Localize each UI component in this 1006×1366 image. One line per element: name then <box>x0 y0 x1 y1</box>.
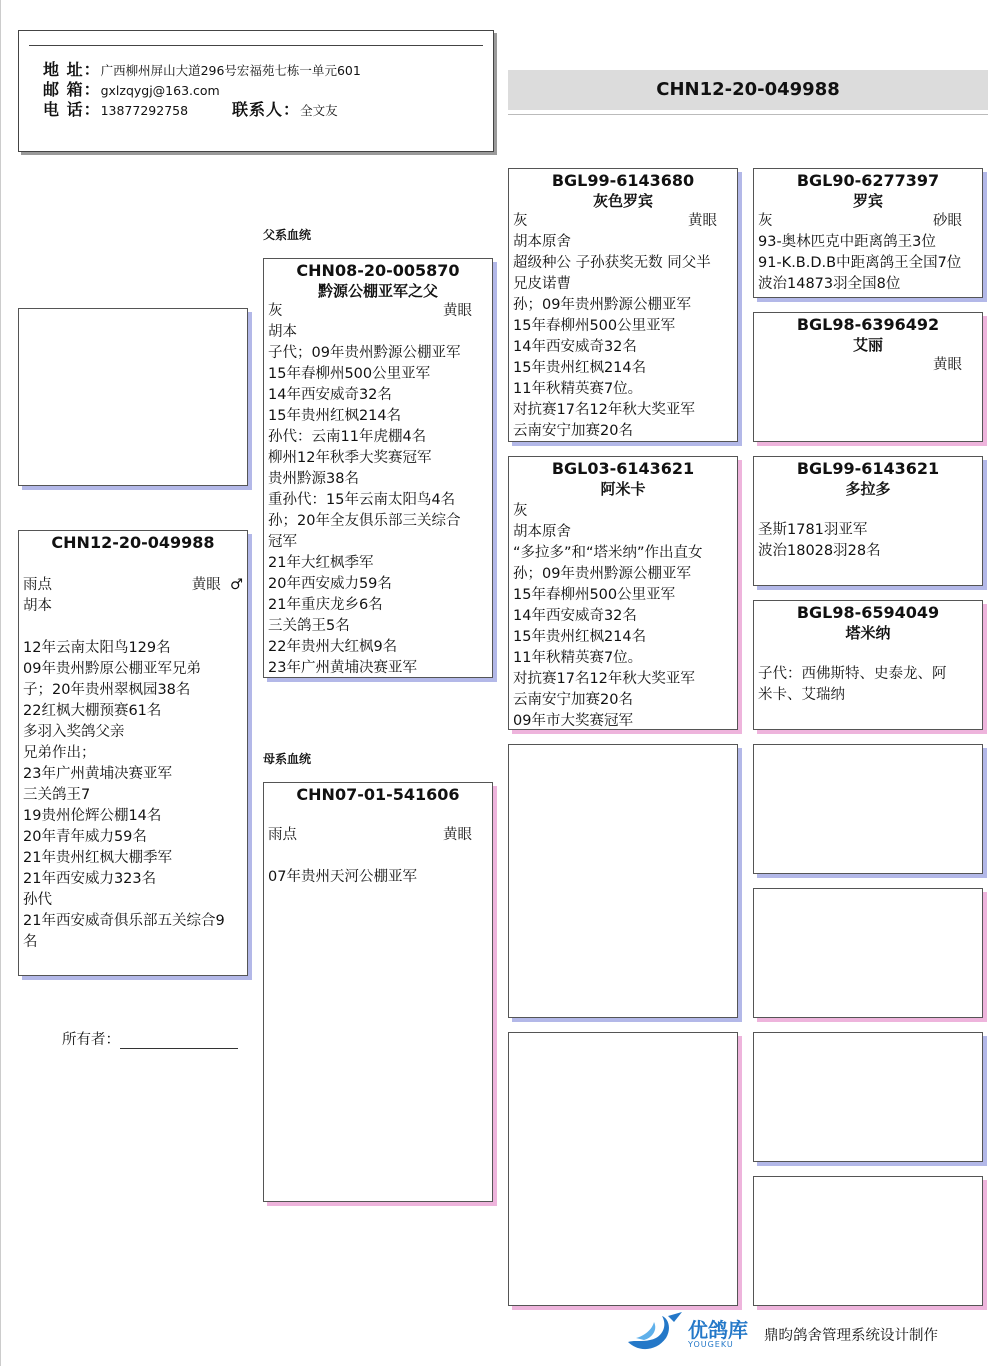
note-line: 米卡、艾瑞纳 <box>758 687 845 703</box>
contact-top-rule <box>29 45 483 46</box>
note-line: 11年秋精英赛7位。 <box>513 381 643 397</box>
title-rule <box>508 114 988 115</box>
sss-color-row <box>754 211 982 232</box>
note-line: 22红枫大棚预赛61名 <box>23 703 162 719</box>
note-line: 胡本 <box>23 598 52 614</box>
note-line: 12年云南太阳鸟129名 <box>23 640 171 656</box>
footer-logo <box>622 1312 938 1356</box>
sd-name: 阿米卡 <box>600 480 646 498</box>
note-line: 21年贵州红枫大棚季军 <box>23 850 172 866</box>
note-line: 15年贵州红枫214名 <box>513 629 647 645</box>
wave-logo-icon <box>622 1312 684 1356</box>
note-line: “多拉多”和“塔米纳”作出直女 <box>513 545 703 561</box>
owner-label: 所有者： <box>62 1032 120 1048</box>
dam-notes <box>264 846 492 888</box>
owner-field <box>62 1028 238 1049</box>
subject-color: 雨点 <box>23 577 52 593</box>
sd-notes <box>509 522 737 730</box>
note-line: 15年贵州红枫214名 <box>513 360 647 376</box>
note-line: 22年贵州大红枫9名 <box>268 639 398 655</box>
ssd-eye: 黄眼 <box>933 357 962 373</box>
note-line: 兄皮诺曹 <box>513 276 571 292</box>
note-line: 胡本 <box>268 324 297 340</box>
note-line: 三关鸽王7 <box>23 787 91 803</box>
ssd-color-row <box>754 355 982 376</box>
sss-eye: 砂眼 <box>933 213 962 229</box>
ssd-card <box>753 312 983 442</box>
note-line: 孙代：云南11年虎棚4名 <box>268 429 427 445</box>
note-line: 云南安宁加赛20名 <box>513 692 633 708</box>
brand-name: 优鸽库 <box>688 1317 748 1342</box>
sd-ring: BGL03-6143621 <box>551 459 695 478</box>
owner-underline <box>120 1034 238 1049</box>
phone-label: 电 话： <box>43 100 101 119</box>
pedigree-title: CHN12-20-049988 <box>508 70 988 110</box>
dsd-card-empty <box>753 888 983 1018</box>
ss-name: 灰色罗宾 <box>592 192 653 210</box>
note-line: 子代；09年贵州黔源公棚亚军 <box>268 345 461 361</box>
sire-section-label: 父系血统 <box>263 228 312 242</box>
dam-color-row <box>264 825 492 846</box>
contact-person-label: 联系人： <box>232 100 301 119</box>
note-line: 云南安宁加赛20名 <box>513 423 633 439</box>
sire-ring: CHN08-20-005870 <box>296 261 460 280</box>
sire-name: 黔源公棚亚军之父 <box>317 282 438 300</box>
dss-card-empty <box>753 744 983 874</box>
sds-card <box>753 456 983 586</box>
note-line: 波治14873羽全国8位 <box>758 276 901 292</box>
dds-card-empty <box>753 1032 983 1162</box>
subject-card <box>18 530 248 976</box>
note-line: 冠军 <box>268 534 297 550</box>
contact-box <box>18 30 494 152</box>
dd-card-empty <box>508 1032 738 1306</box>
note-line: 23年广州黄埔决赛亚军 <box>23 766 172 782</box>
note-line: 对抗赛17名12年秋大奖亚军 <box>513 402 695 418</box>
sire-card <box>263 258 493 678</box>
dam-section-label: 母系血统 <box>263 752 312 766</box>
note-line: 名 <box>23 934 38 950</box>
note-line: 胡本原舍 <box>513 524 571 540</box>
sd-card <box>508 456 738 730</box>
ddd-card-empty <box>753 1176 983 1306</box>
note-line <box>23 617 243 638</box>
ss-color: 灰 <box>513 213 528 229</box>
sss-name: 罗宾 <box>852 192 883 210</box>
email-value: gxlzqygj@163.com <box>100 83 220 98</box>
note-line: 21年西安威奇俱乐部五关综合9 <box>23 913 225 929</box>
phone-row <box>43 97 338 120</box>
note-line: 09年市大奖赛冠军 <box>513 713 633 729</box>
brand-sub: YOUGEKU <box>688 1339 734 1349</box>
footer-tagline: 鼎昀鸽舍管理系统设计制作 <box>764 1327 938 1344</box>
note-line: 15年春柳州500公里亚军 <box>513 587 676 603</box>
note-line: 14年西安威奇32名 <box>513 608 637 624</box>
note-line: 20年西安威力59名 <box>268 576 392 592</box>
dam-color: 雨点 <box>268 827 297 843</box>
sdd-card <box>753 600 983 730</box>
note-line: 超级种公 子孙获奖无数 同父半 <box>513 255 711 271</box>
note-line: 重孙代：15年云南太阳鸟4名 <box>268 492 456 508</box>
note-line: 15年贵州红枫214名 <box>268 408 402 424</box>
note-line: 93-奥林匹克中距离鸽王3位 <box>758 234 936 250</box>
note-line: 子；20年贵州翠枫园38名 <box>23 682 191 698</box>
photo-box <box>18 308 248 486</box>
note-line: 三关鸽王5名 <box>268 618 350 634</box>
note-line: 11年秋精英赛7位。 <box>513 650 643 666</box>
sds-name: 多拉多 <box>845 480 891 498</box>
note-line: 14年西安威奇32名 <box>268 387 392 403</box>
note-line <box>268 846 488 867</box>
note-line: 21年重庆龙乡6名 <box>268 597 383 613</box>
note-line: 21年大红枫季军 <box>268 555 374 571</box>
note-line: 孙；09年贵州黔源公棚亚军 <box>513 566 691 582</box>
subject-eye: 黄眼 <box>191 577 221 593</box>
note-line: 23年广州黄埔决赛亚军 <box>268 660 417 676</box>
sds-ring: BGL99-6143621 <box>796 459 940 478</box>
note-line: 21年西安威力323名 <box>23 871 157 887</box>
email-label: 邮 箱： <box>43 80 101 99</box>
dam-ring: CHN07-01-541606 <box>296 785 460 804</box>
note-line: 兄弟作出； <box>23 745 96 761</box>
ssd-name: 艾丽 <box>852 336 883 354</box>
note-line: 子代：西佛斯特、史泰龙、阿 <box>758 666 947 682</box>
note-line: 19贵州伦辉公棚14名 <box>23 808 162 824</box>
subject-ring: CHN12-20-049988 <box>51 533 215 552</box>
sdd-name: 塔米纳 <box>845 624 891 642</box>
sss-card <box>753 168 983 298</box>
sdd-ring: BGL98-6594049 <box>796 603 940 622</box>
male-icon: ♂ <box>230 577 243 593</box>
sire-color-row <box>264 301 492 322</box>
address-label: 地 址： <box>43 60 101 79</box>
note-line: 波治18028羽28名 <box>758 543 881 559</box>
contact-person-value: 全文友 <box>300 103 338 118</box>
dam-card <box>263 782 493 1202</box>
sd-color-row <box>509 501 737 522</box>
note-line: 91-K.B.D.B中距离鸽王全国7位 <box>758 255 962 271</box>
phone-value: 13877292758 <box>100 103 189 118</box>
ss-card <box>508 168 738 442</box>
ss-color-row <box>509 211 737 232</box>
note-line: 对抗赛17名12年秋大奖亚军 <box>513 671 695 687</box>
ss-notes <box>509 232 737 442</box>
note-line: 15年春柳州500公里亚军 <box>268 366 431 382</box>
sss-notes <box>754 232 982 295</box>
sire-color: 灰 <box>268 303 283 319</box>
sss-color: 灰 <box>758 213 773 229</box>
ss-eye: 黄眼 <box>688 213 717 229</box>
note-line: 孙；09年贵州黔源公棚亚军 <box>513 297 691 313</box>
note-line: 多羽入奖鸽父亲 <box>23 724 125 740</box>
note-line: 14年西安威奇32名 <box>513 339 637 355</box>
note-line <box>758 643 978 664</box>
note-line: 柳州12年秋季大奖赛冠军 <box>268 450 432 466</box>
dam-eye: 黄眼 <box>443 827 472 843</box>
sire-eye: 黄眼 <box>443 303 472 319</box>
note-line <box>758 499 978 520</box>
address-value: 广西柳州屏山大道296号宏福苑七栋一单元601 <box>100 63 361 78</box>
note-line: 孙代 <box>23 892 52 908</box>
ds-card-empty <box>508 744 738 1018</box>
sss-ring: BGL90-6277397 <box>796 171 940 190</box>
ssd-ring: BGL98-6396492 <box>796 315 940 334</box>
note-line: 圣斯1781羽亚军 <box>758 522 868 538</box>
note-line: 20年青年威力59名 <box>23 829 147 845</box>
note-line: 07年贵州天河公棚亚军 <box>268 869 417 885</box>
note-line: 贵州黔源38名 <box>268 471 359 487</box>
note-line: 09年贵州黔原公棚亚军兄弟 <box>23 661 201 677</box>
sds-notes <box>754 499 982 562</box>
note-line: 孙；20年全友俱乐部三关综合 <box>268 513 461 529</box>
sd-color: 灰 <box>513 503 528 519</box>
ss-ring: BGL99-6143680 <box>551 171 695 190</box>
page-left-edge <box>0 0 1 1366</box>
sdd-notes <box>754 643 982 706</box>
note-line: 15年春柳州500公里亚军 <box>513 318 676 334</box>
subject-color-row <box>19 575 247 596</box>
note-line: 胡本原舍 <box>513 234 571 250</box>
sire-notes <box>264 322 492 678</box>
subject-notes <box>19 596 247 953</box>
